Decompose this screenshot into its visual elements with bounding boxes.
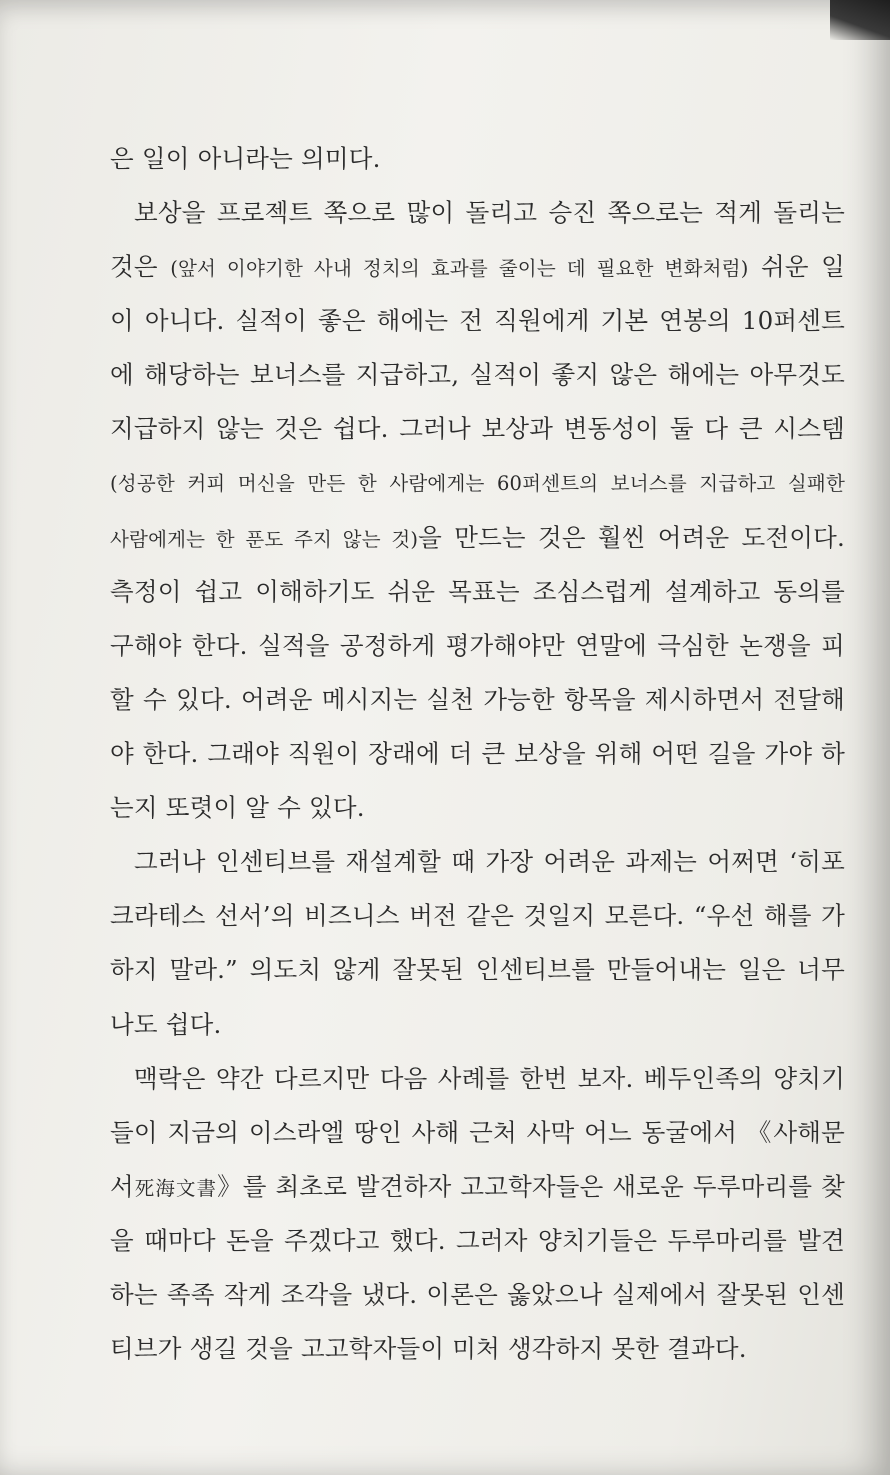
text-segment: 》를 최초로 발견하자 고고학자들은 새로운 두루마리를 찾 [217, 1171, 845, 1201]
text-segment: 을 만드는 것은 훨씬 어려운 도전이다. [418, 522, 845, 552]
page-corner-shadow [830, 0, 890, 40]
text-line: 크라테스 선서’의 비즈니스 버전 같은 것일지 모른다. “우선 해를 가 [110, 901, 845, 931]
text-segment: 것은 [110, 252, 171, 282]
text-line: 들이 지금의 이스라엘 땅인 사해 근처 사막 어느 동굴에서 《사해문 [110, 1117, 845, 1147]
body-text [110, 132, 845, 1376]
text-line [110, 511, 845, 565]
text-line: 하지 말라.” 의도치 않게 잘못된 인센티브를 만들어내는 일은 너무 [110, 955, 845, 985]
text-segment: 쉬운 일 [748, 252, 846, 282]
text-line [110, 240, 845, 294]
text-line: 할 수 있다. 어려운 메시지는 실천 가능한 항목을 제시하면서 전달해 [110, 684, 845, 714]
text-segment-small: (앞서 이야기한 사내 정치의 효과를 줄이는 데 필요한 변화처럼) [170, 257, 749, 281]
text-line: 이 아니다. 실적이 좋은 해에는 전 직원에게 기본 연봉의 10퍼센트 [110, 306, 845, 336]
text-line: 지급하지 않는 것은 쉽다. 그러나 보상과 변동성이 둘 다 큰 시스템 [110, 414, 845, 444]
text-line: 는지 또렷이 알 수 있다. [110, 793, 365, 823]
text-line: 야 한다. 그래야 직원이 장래에 더 큰 보상을 위해 어떤 길을 가야 하 [110, 739, 845, 769]
text-line: 나도 쉽다. [110, 1009, 222, 1039]
text-line: (성공한 커피 머신을 만든 한 사람에게는 60퍼센트의 보너스를 지급하고 실패한 [110, 471, 845, 495]
text-line: 측정이 쉽고 이해하기도 쉬운 목표는 조심스럽게 설계하고 동의를 [110, 576, 845, 606]
text-segment-small: 사람에게는 한 푼도 주지 않는 것) [110, 527, 419, 551]
text-line: 보상을 프로젝트 쪽으로 많이 돌리고 승진 쪽으로는 적게 돌리는 [134, 198, 845, 228]
text-line [110, 1160, 845, 1214]
text-line: 티브가 생길 것을 고고학자들이 미처 생각하지 못한 결과다. [110, 1334, 747, 1364]
text-segment: 서 [110, 1171, 134, 1201]
text-line: 하는 족족 작게 조각을 냈다. 이론은 옳았으나 실제에서 잘못된 인센 [110, 1279, 845, 1309]
text-line: 구해야 한다. 실적을 공정하게 평가해야만 연말에 극심한 논쟁을 피 [110, 630, 845, 660]
text-line: 은 일이 아니라는 의미다. [110, 144, 381, 173]
text-line: 그러나 인센티브를 재설계할 때 가장 어려운 과제는 어쩌면 ‘히포 [134, 847, 845, 877]
text-line: 을 때마다 돈을 주겠다고 했다. 그러자 양치기들은 두루마리를 발견 [110, 1225, 845, 1255]
text-line: 에 해당하는 보너스를 지급하고, 실적이 좋지 않은 해에는 아무것도 [110, 360, 845, 390]
text-line: 맥락은 약간 다르지만 다음 사례를 한번 보자. 베두인족의 양치기 [134, 1063, 845, 1093]
text-segment-small: 死海文書 [133, 1176, 218, 1200]
